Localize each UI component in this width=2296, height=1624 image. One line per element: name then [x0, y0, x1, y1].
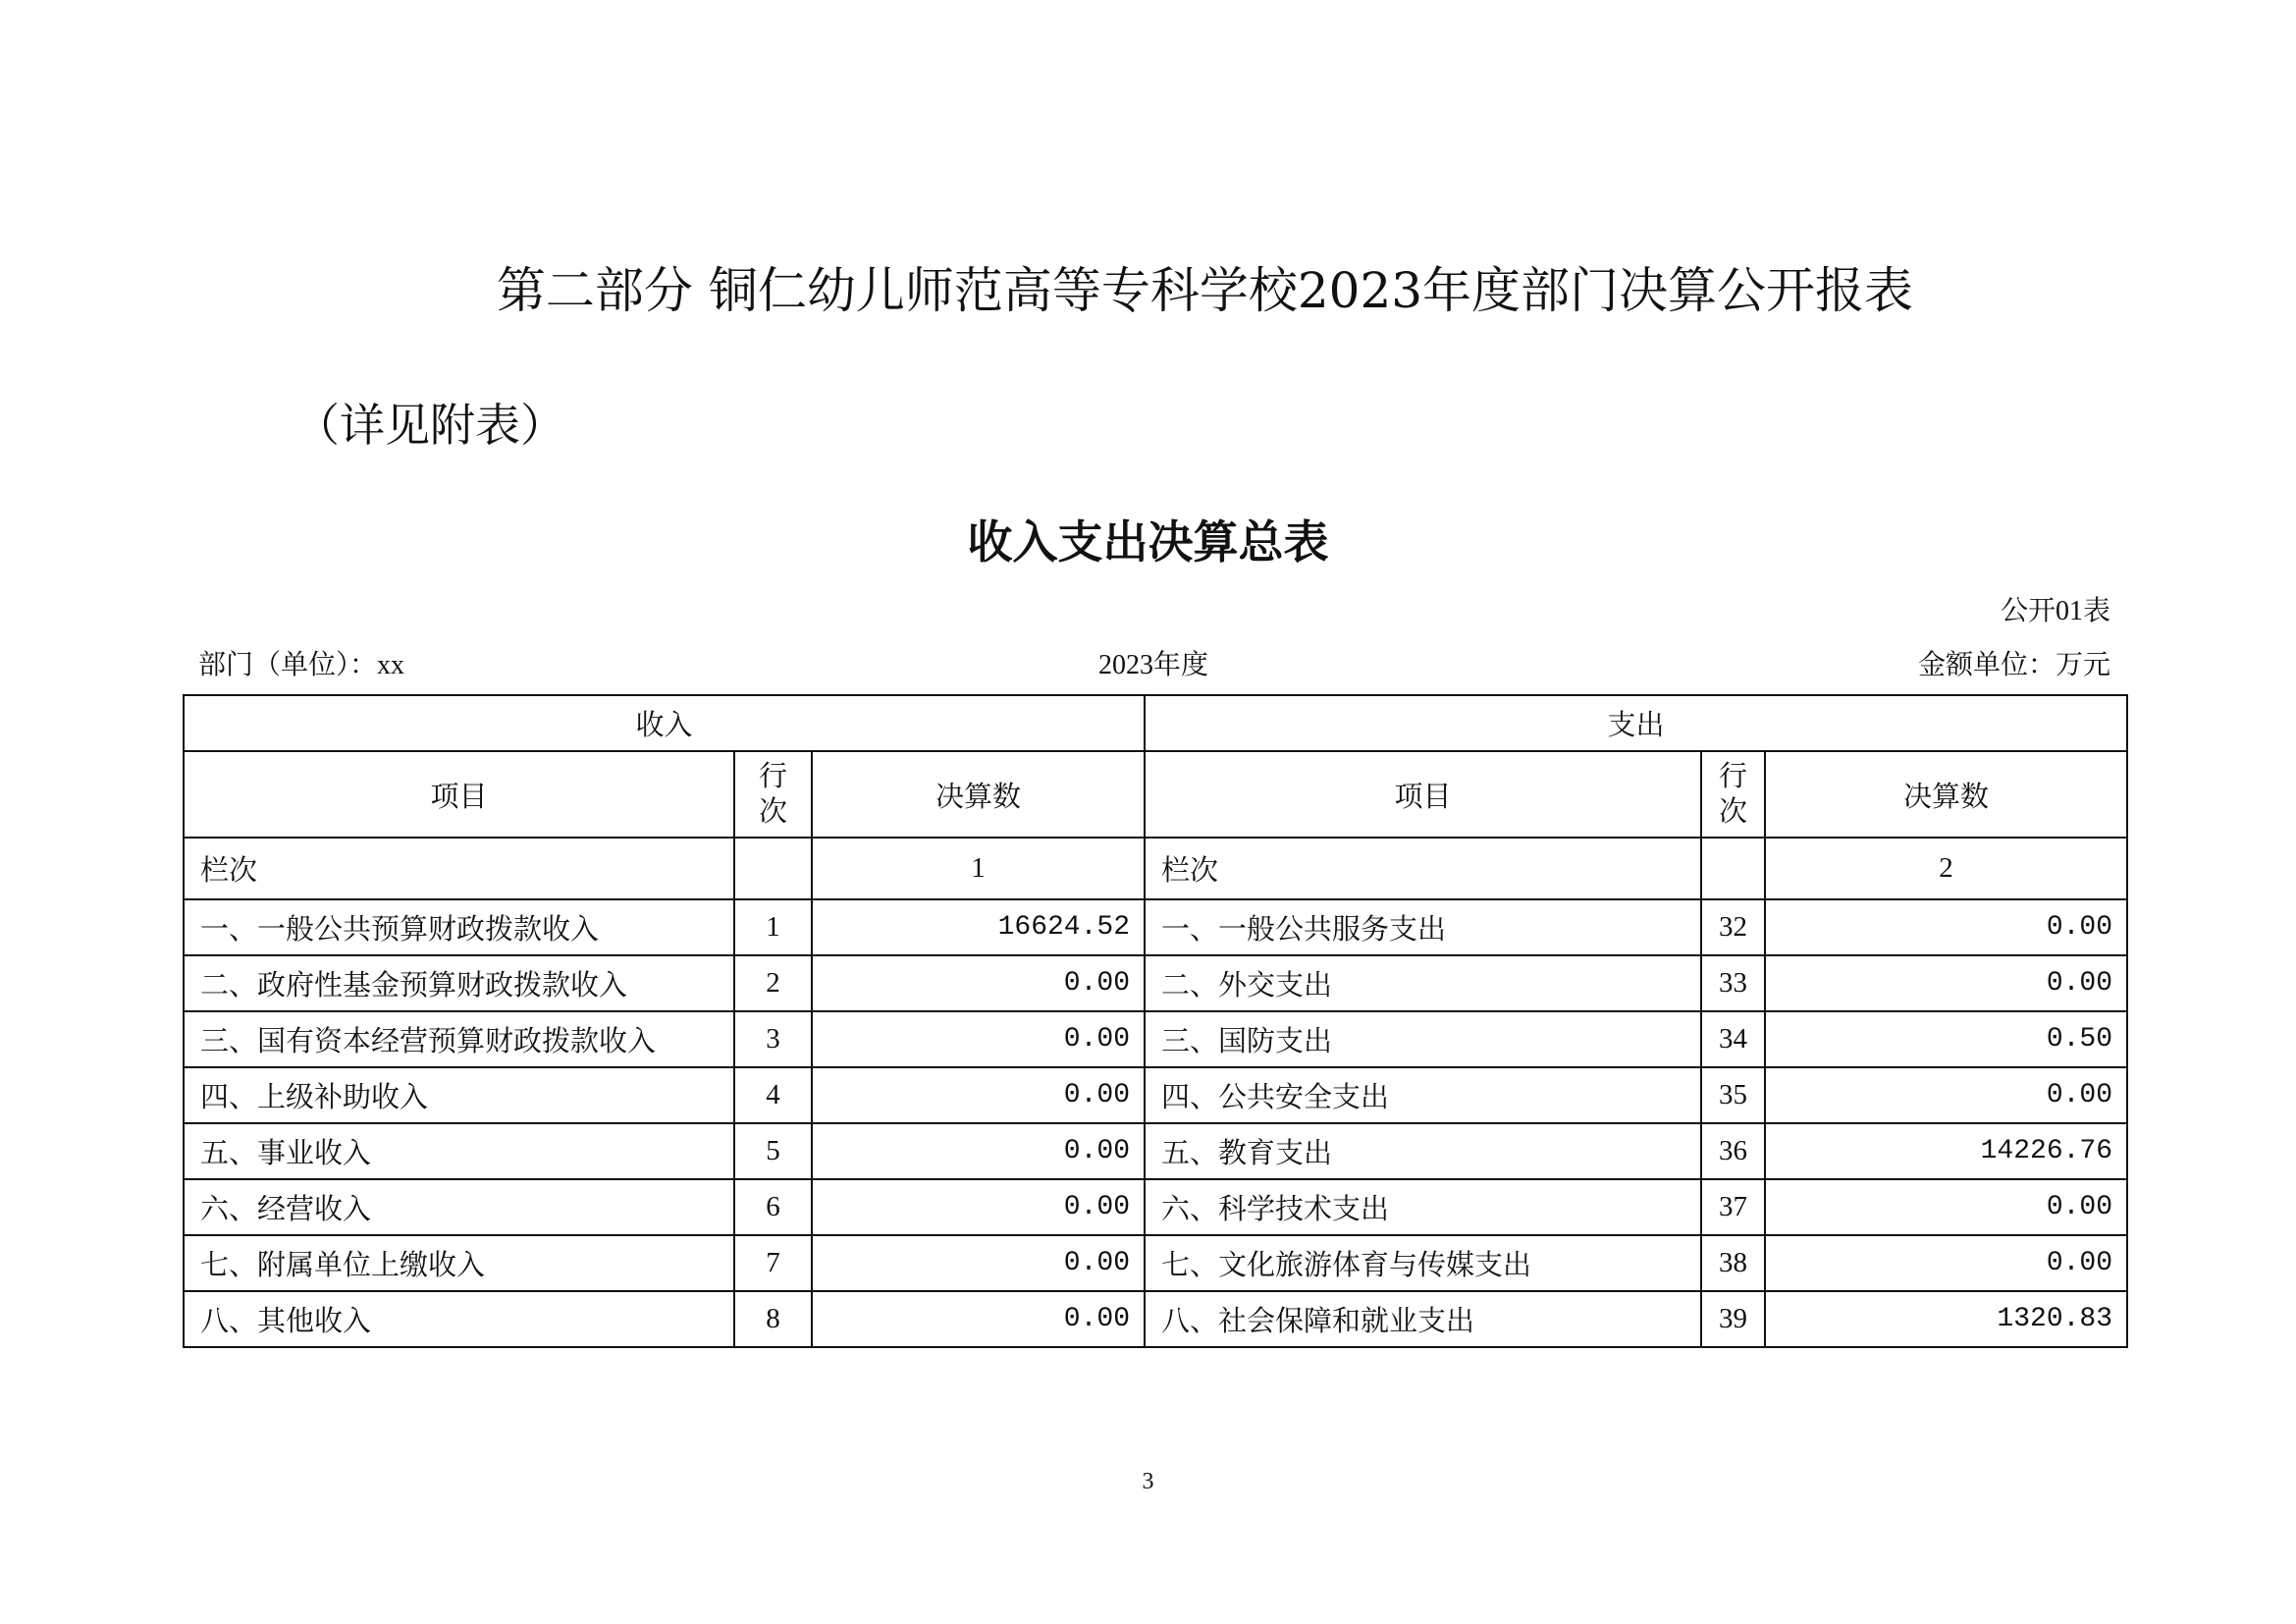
expense-row-number-cell: 35 — [1701, 1067, 1765, 1123]
expense-column-index-value: 2 — [1765, 838, 2127, 899]
expense-row-number-header — [1701, 751, 1765, 838]
expense-column-index-label: 栏次 — [1145, 838, 1701, 899]
income-row-number-cell: 7 — [734, 1235, 812, 1291]
expense-row-number-cell: 32 — [1701, 899, 1765, 955]
expense-row-number-cell: 37 — [1701, 1179, 1765, 1235]
expense-group-header: 支出 — [1145, 695, 2127, 751]
expense-item-cell: 二、外交支出 — [1145, 955, 1701, 1011]
attachment-note: （详见附表） — [294, 399, 565, 452]
table-row — [184, 1235, 2127, 1291]
department-label: 部门（单位）：xx — [198, 650, 405, 680]
income-amount-cell: 0.00 — [812, 1179, 1145, 1235]
income-amount-cell: 0.00 — [812, 1123, 1145, 1179]
income-item-header: 项目 — [184, 751, 734, 838]
amount-unit-label: 金额单位：万元 — [1917, 650, 2110, 680]
income-column-index-value: 1 — [812, 838, 1145, 899]
expense-item-cell: 三、国防支出 — [1145, 1011, 1701, 1067]
income-amount-header: 决算数 — [812, 751, 1145, 838]
expense-row-number-cell: 34 — [1701, 1011, 1765, 1067]
table-row — [184, 1011, 2127, 1067]
expense-amount-header: 决算数 — [1765, 751, 2127, 838]
income-item-cell: 五、事业收入 — [184, 1123, 734, 1179]
expense-amount-cell: 14226.76 — [1765, 1123, 2127, 1179]
expense-amount-cell: 0.00 — [1765, 1235, 2127, 1291]
table-group-header-row — [184, 695, 2127, 751]
income-column-index-label: 栏次 — [184, 838, 734, 899]
table-row — [184, 1291, 2127, 1347]
income-row-number-header — [734, 751, 812, 838]
income-amount-cell: 0.00 — [812, 1011, 1145, 1067]
income-amount-cell: 0.00 — [812, 955, 1145, 1011]
expense-row-number-cell: 33 — [1701, 955, 1765, 1011]
page-number: 3 — [1142, 1469, 1154, 1494]
income-item-cell: 二、政府性基金预算财政拨款收入 — [184, 955, 734, 1011]
income-item-cell: 三、国有资本经营预算财政拨款收入 — [184, 1011, 734, 1067]
income-item-cell: 一、一般公共预算财政拨款收入 — [184, 899, 734, 955]
expense-amount-cell: 0.00 — [1765, 1067, 2127, 1123]
income-row-number-cell: 3 — [734, 1011, 812, 1067]
table-row — [184, 1179, 2127, 1235]
expense-item-cell: 一、一般公共服务支出 — [1145, 899, 1701, 955]
table-code: 公开01表 — [2000, 596, 2110, 626]
income-amount-cell: 0.00 — [812, 1235, 1145, 1291]
expense-item-cell: 四、公共安全支出 — [1145, 1067, 1701, 1123]
expense-item-cell: 六、科学技术支出 — [1145, 1179, 1701, 1235]
income-row-number-cell: 5 — [734, 1123, 812, 1179]
table-column-header-row — [184, 751, 2127, 838]
expense-column-index-empty — [1701, 838, 1765, 899]
income-row-number-header-text: 行次 — [759, 761, 788, 828]
page-title: 第二部分 铜仁幼儿师范高等专科学校2023年度部门决算公开报表 — [496, 262, 1914, 319]
table-title: 收入支出决算总表 — [967, 515, 1329, 568]
income-column-index-empty — [734, 838, 812, 899]
expense-row-number-header-text: 行次 — [1719, 761, 1748, 828]
income-amount-cell: 0.00 — [812, 1067, 1145, 1123]
expense-amount-cell: 0.50 — [1765, 1011, 2127, 1067]
table-row — [184, 955, 2127, 1011]
income-item-cell: 七、附属单位上缴收入 — [184, 1235, 734, 1291]
income-row-number-cell: 8 — [734, 1291, 812, 1347]
fiscal-year-label: 2023年度 — [1097, 650, 1208, 680]
expense-amount-cell: 0.00 — [1765, 1179, 2127, 1235]
income-item-cell: 四、上级补助收入 — [184, 1067, 734, 1123]
expense-row-number-cell: 38 — [1701, 1235, 1765, 1291]
income-row-number-cell: 2 — [734, 955, 812, 1011]
expense-row-number-cell: 36 — [1701, 1123, 1765, 1179]
expense-row-number-cell: 39 — [1701, 1291, 1765, 1347]
expense-amount-cell: 0.00 — [1765, 955, 2127, 1011]
income-row-number-cell: 4 — [734, 1067, 812, 1123]
table-row — [184, 1123, 2127, 1179]
income-item-cell: 六、经营收入 — [184, 1179, 734, 1235]
expense-item-cell: 五、教育支出 — [1145, 1123, 1701, 1179]
income-expense-summary-table — [183, 694, 2128, 1348]
expense-amount-cell: 1320.83 — [1765, 1291, 2127, 1347]
table-row — [184, 899, 2127, 955]
expense-item-cell: 七、文化旅游体育与传媒支出 — [1145, 1235, 1701, 1291]
table-row — [184, 1067, 2127, 1123]
income-amount-cell: 16624.52 — [812, 899, 1145, 955]
expense-item-cell: 八、社会保障和就业支出 — [1145, 1291, 1701, 1347]
income-group-header: 收入 — [184, 695, 1145, 751]
expense-amount-cell: 0.00 — [1765, 899, 2127, 955]
income-row-number-cell: 1 — [734, 899, 812, 955]
expense-item-header: 项目 — [1145, 751, 1701, 838]
income-row-number-cell: 6 — [734, 1179, 812, 1235]
column-index-row — [184, 838, 2127, 899]
income-item-cell: 八、其他收入 — [184, 1291, 734, 1347]
income-amount-cell: 0.00 — [812, 1291, 1145, 1347]
